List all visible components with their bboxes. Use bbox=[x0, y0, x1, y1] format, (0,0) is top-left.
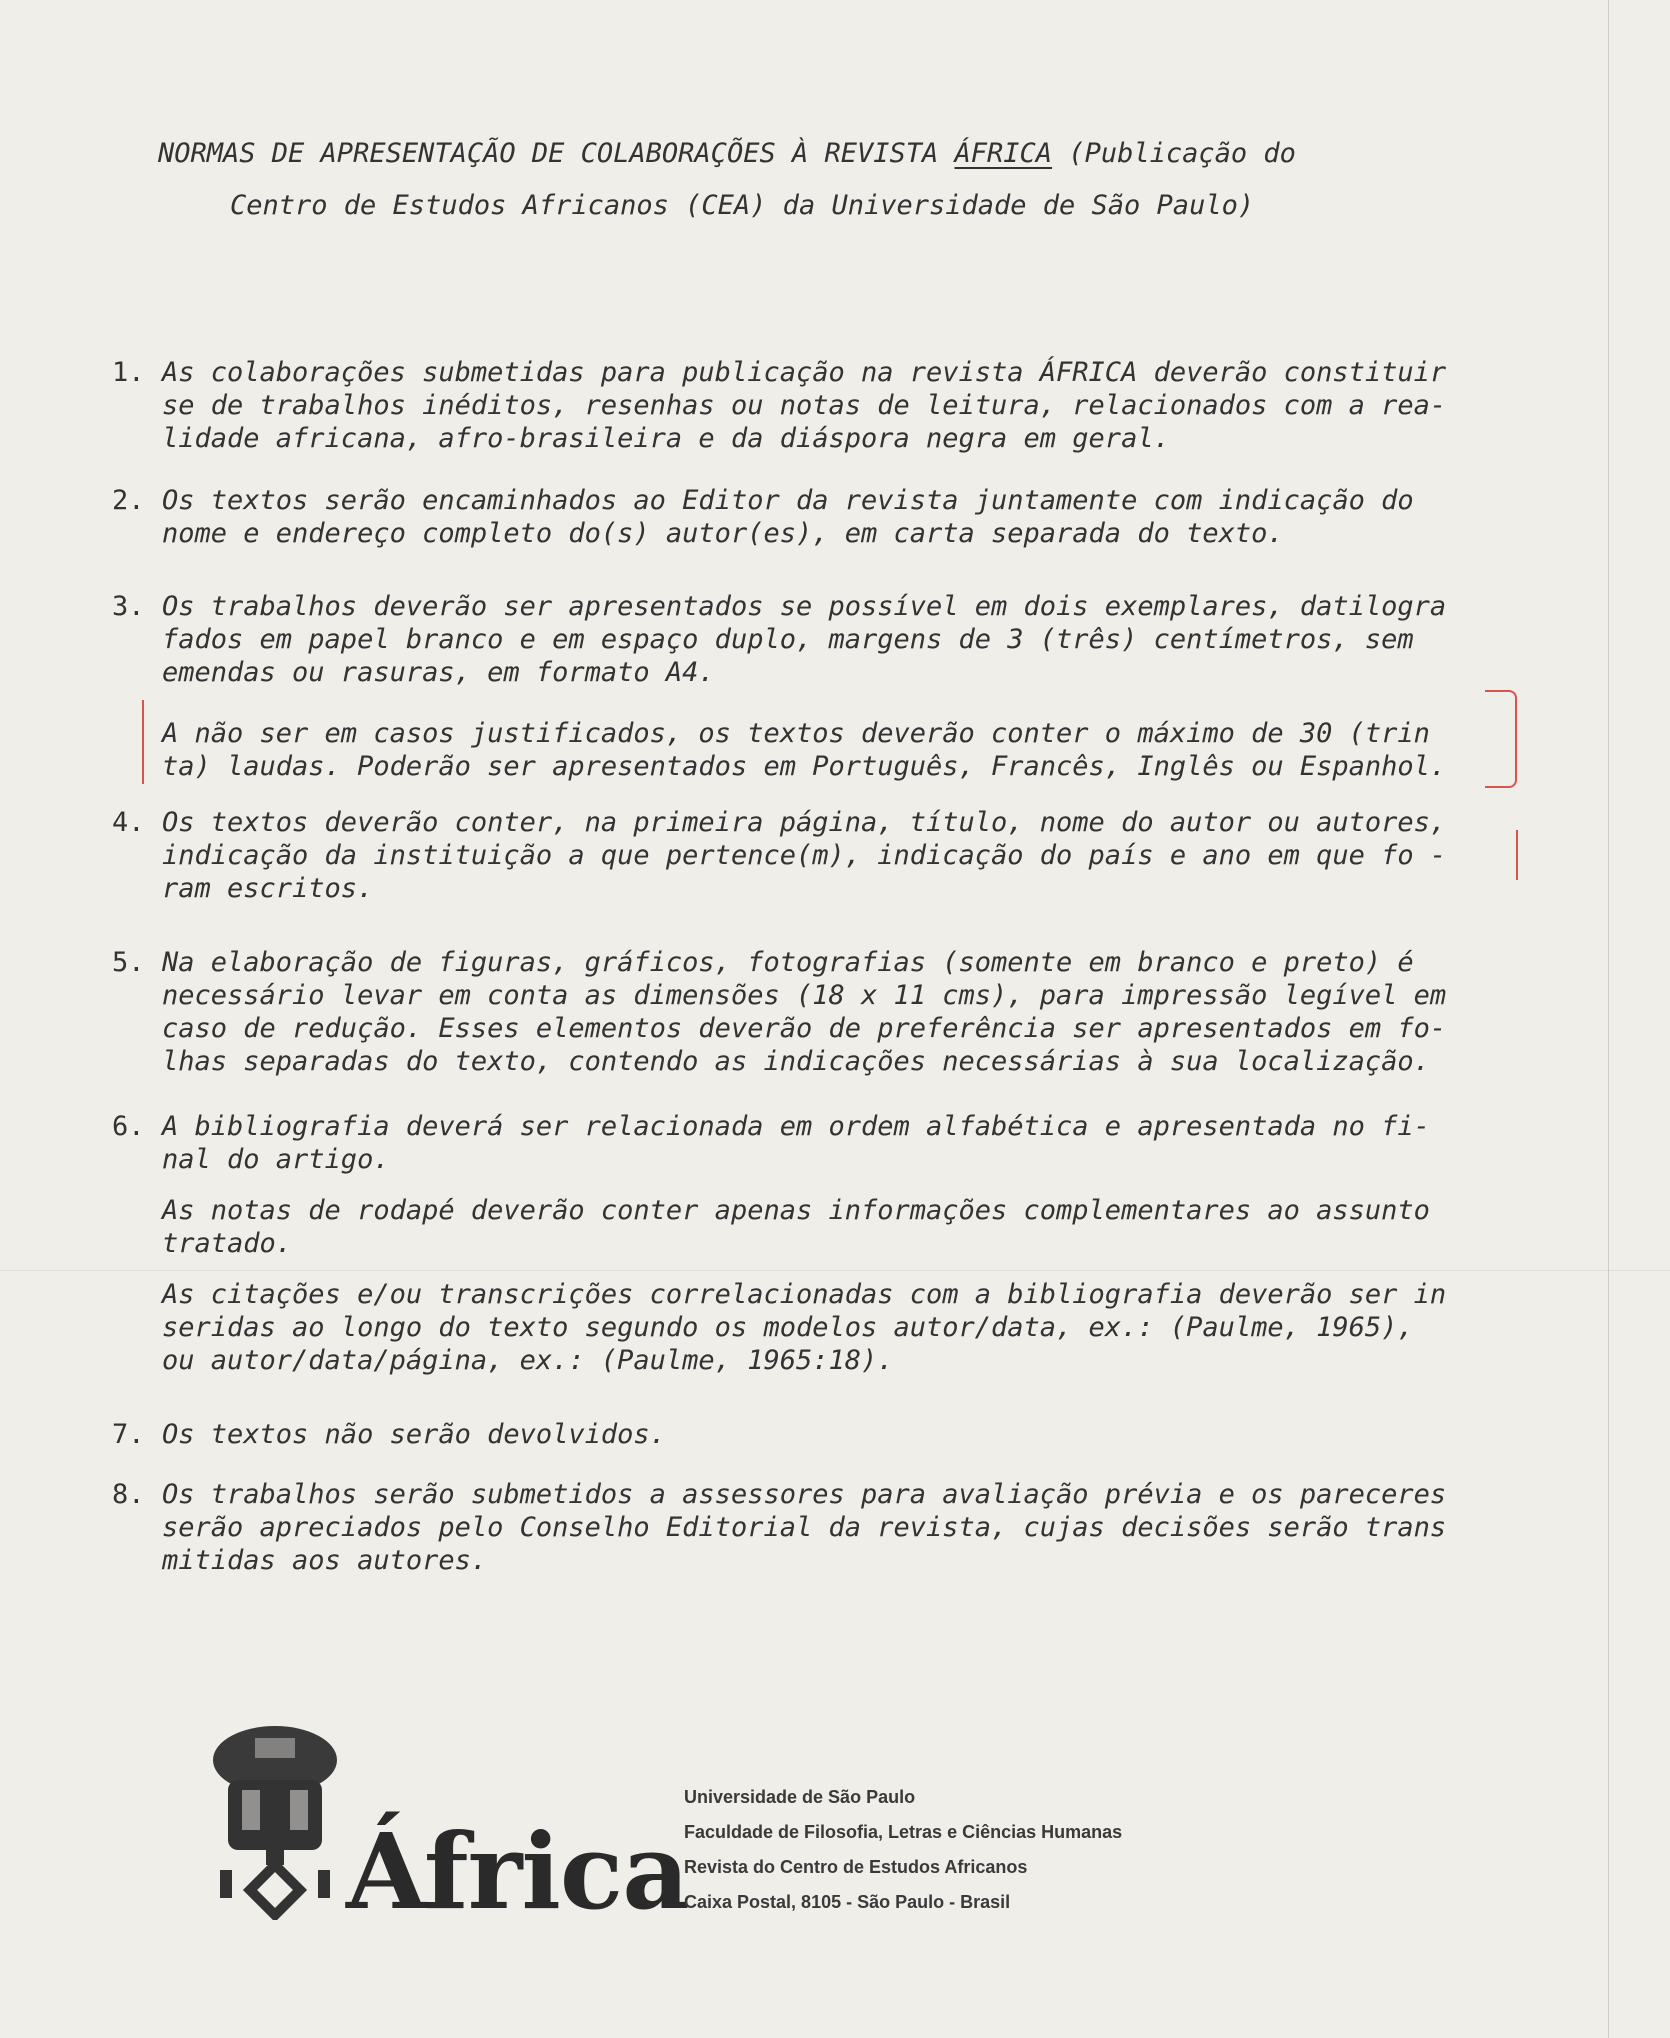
rule-item-8 bbox=[112, 1478, 1512, 1577]
red-margin-mark-left bbox=[142, 700, 144, 784]
title-line-1 bbox=[158, 128, 1418, 180]
item-subparagraph: As citações e/ou transcrições correlacionadas com a bibliografia deverão ser in seridas ao longo do texto segundo os modelos autor/data, ex.: (Paulme, 1965), ou autor/data/página, ex.: (Paulme, 1965:18). bbox=[162, 1279, 1447, 1376]
item-number: 8. bbox=[112, 1479, 145, 1510]
item-text: Os textos deverão conter, na primeira página, título, nome do autor ou autores, indicação da instituição a que pertence(m), indicação do país e ano em que fo - ram escritos. bbox=[162, 807, 1447, 904]
item-text: Na elaboração de figuras, gráficos, fotografias (somente em branco e preto) é necessário levar em conta as dimensões (18 x 11 cms), para impressão legível em caso de redução. Esses elementos deverão de preferência ser apresentados em fo- lhas separadas do texto, contendo as indicações necessárias à sua localização. bbox=[162, 947, 1447, 1077]
rule-item-6 bbox=[112, 1110, 1512, 1377]
rule-item-5 bbox=[112, 946, 1512, 1078]
item-text: A bibliografia deverá ser relacionada em ordem alfabética e apresentada no fi- nal do artigo. bbox=[162, 1111, 1430, 1175]
journal-name: ÁFRICA bbox=[954, 138, 1053, 169]
item-subparagraph: A não ser em casos justificados, os textos deverão conter o máximo de 30 (trin ta) laudas. Poderão ser apresentados em Português, Francês, Inglês ou Espanhol. bbox=[162, 718, 1447, 782]
item-text: Os textos serão encaminhados ao Editor da revista juntamente com indicação do nome e endereço completo do(s) autor(es), em carta separada do texto. bbox=[162, 485, 1414, 549]
address-line: Faculdade de Filosofia, Letras e Ciências Humanas bbox=[684, 1822, 1123, 1842]
rule-item-3 bbox=[112, 590, 1512, 783]
paper-edge bbox=[1608, 0, 1609, 2038]
address-line: Caixa Postal, 8105 - São Paulo - Brasil bbox=[684, 1892, 1011, 1912]
item-text: As colaborações submetidas para publicação na revista ÁFRICA deverão constituir se de trabalhos inéditos, resenhas ou notas de leitura, relacionados com a rea- lidade africana, afro-brasileira e da diáspora negra em geral. bbox=[162, 357, 1447, 454]
item-number: 2. bbox=[112, 485, 145, 516]
rule-item-4 bbox=[112, 806, 1512, 905]
item-number: 1. bbox=[112, 357, 145, 388]
item-text: Os textos não serão devolvidos. bbox=[162, 1419, 666, 1450]
title-tail: (Publicação do bbox=[1052, 138, 1296, 169]
rule-item-1 bbox=[112, 356, 1512, 455]
item-subparagraph: As notas de rodapé deverão conter apenas informações complementares ao assunto tratado. bbox=[162, 1195, 1430, 1259]
red-margin-mark bbox=[1516, 830, 1518, 880]
item-number: 3. bbox=[112, 591, 145, 622]
red-margin-mark-right bbox=[1485, 690, 1517, 788]
item-number: 6. bbox=[112, 1111, 145, 1142]
address-line: Revista do Centro de Estudos Africanos bbox=[684, 1857, 1028, 1877]
item-text: Os trabalhos serão submetidos a assessores para avaliação prévia e os pareceres serão apreciados pelo Conselho Editorial da revista, cujas decisões serão trans mitidas aos autores. bbox=[162, 1479, 1447, 1576]
mask-logo-icon bbox=[200, 1720, 350, 1920]
institution-address bbox=[684, 1780, 1122, 1920]
rule-item-7 bbox=[112, 1418, 1512, 1451]
rule-item-2 bbox=[112, 484, 1512, 550]
item-number: 7. bbox=[112, 1419, 145, 1450]
item-text: Os trabalhos deverão ser apresentados se possível em dois exemplares, datilogra fados em papel branco e em espaço duplo, margens de 3 (três) centímetros, sem emendas ou rasuras, em formato A4. bbox=[162, 591, 1447, 688]
title-text: NORMAS DE APRESENTAÇÃO DE COLABORAÇÕES À REVISTA bbox=[158, 138, 955, 169]
item-number: 4. bbox=[112, 807, 145, 838]
address-line: Universidade de São Paulo bbox=[684, 1787, 916, 1807]
document-title bbox=[158, 128, 1418, 232]
item-number: 5. bbox=[112, 947, 145, 978]
logo-wordmark: África bbox=[346, 1810, 689, 1933]
title-line-2: Centro de Estudos Africanos (CEA) da Universidade de São Paulo) bbox=[230, 190, 1255, 221]
